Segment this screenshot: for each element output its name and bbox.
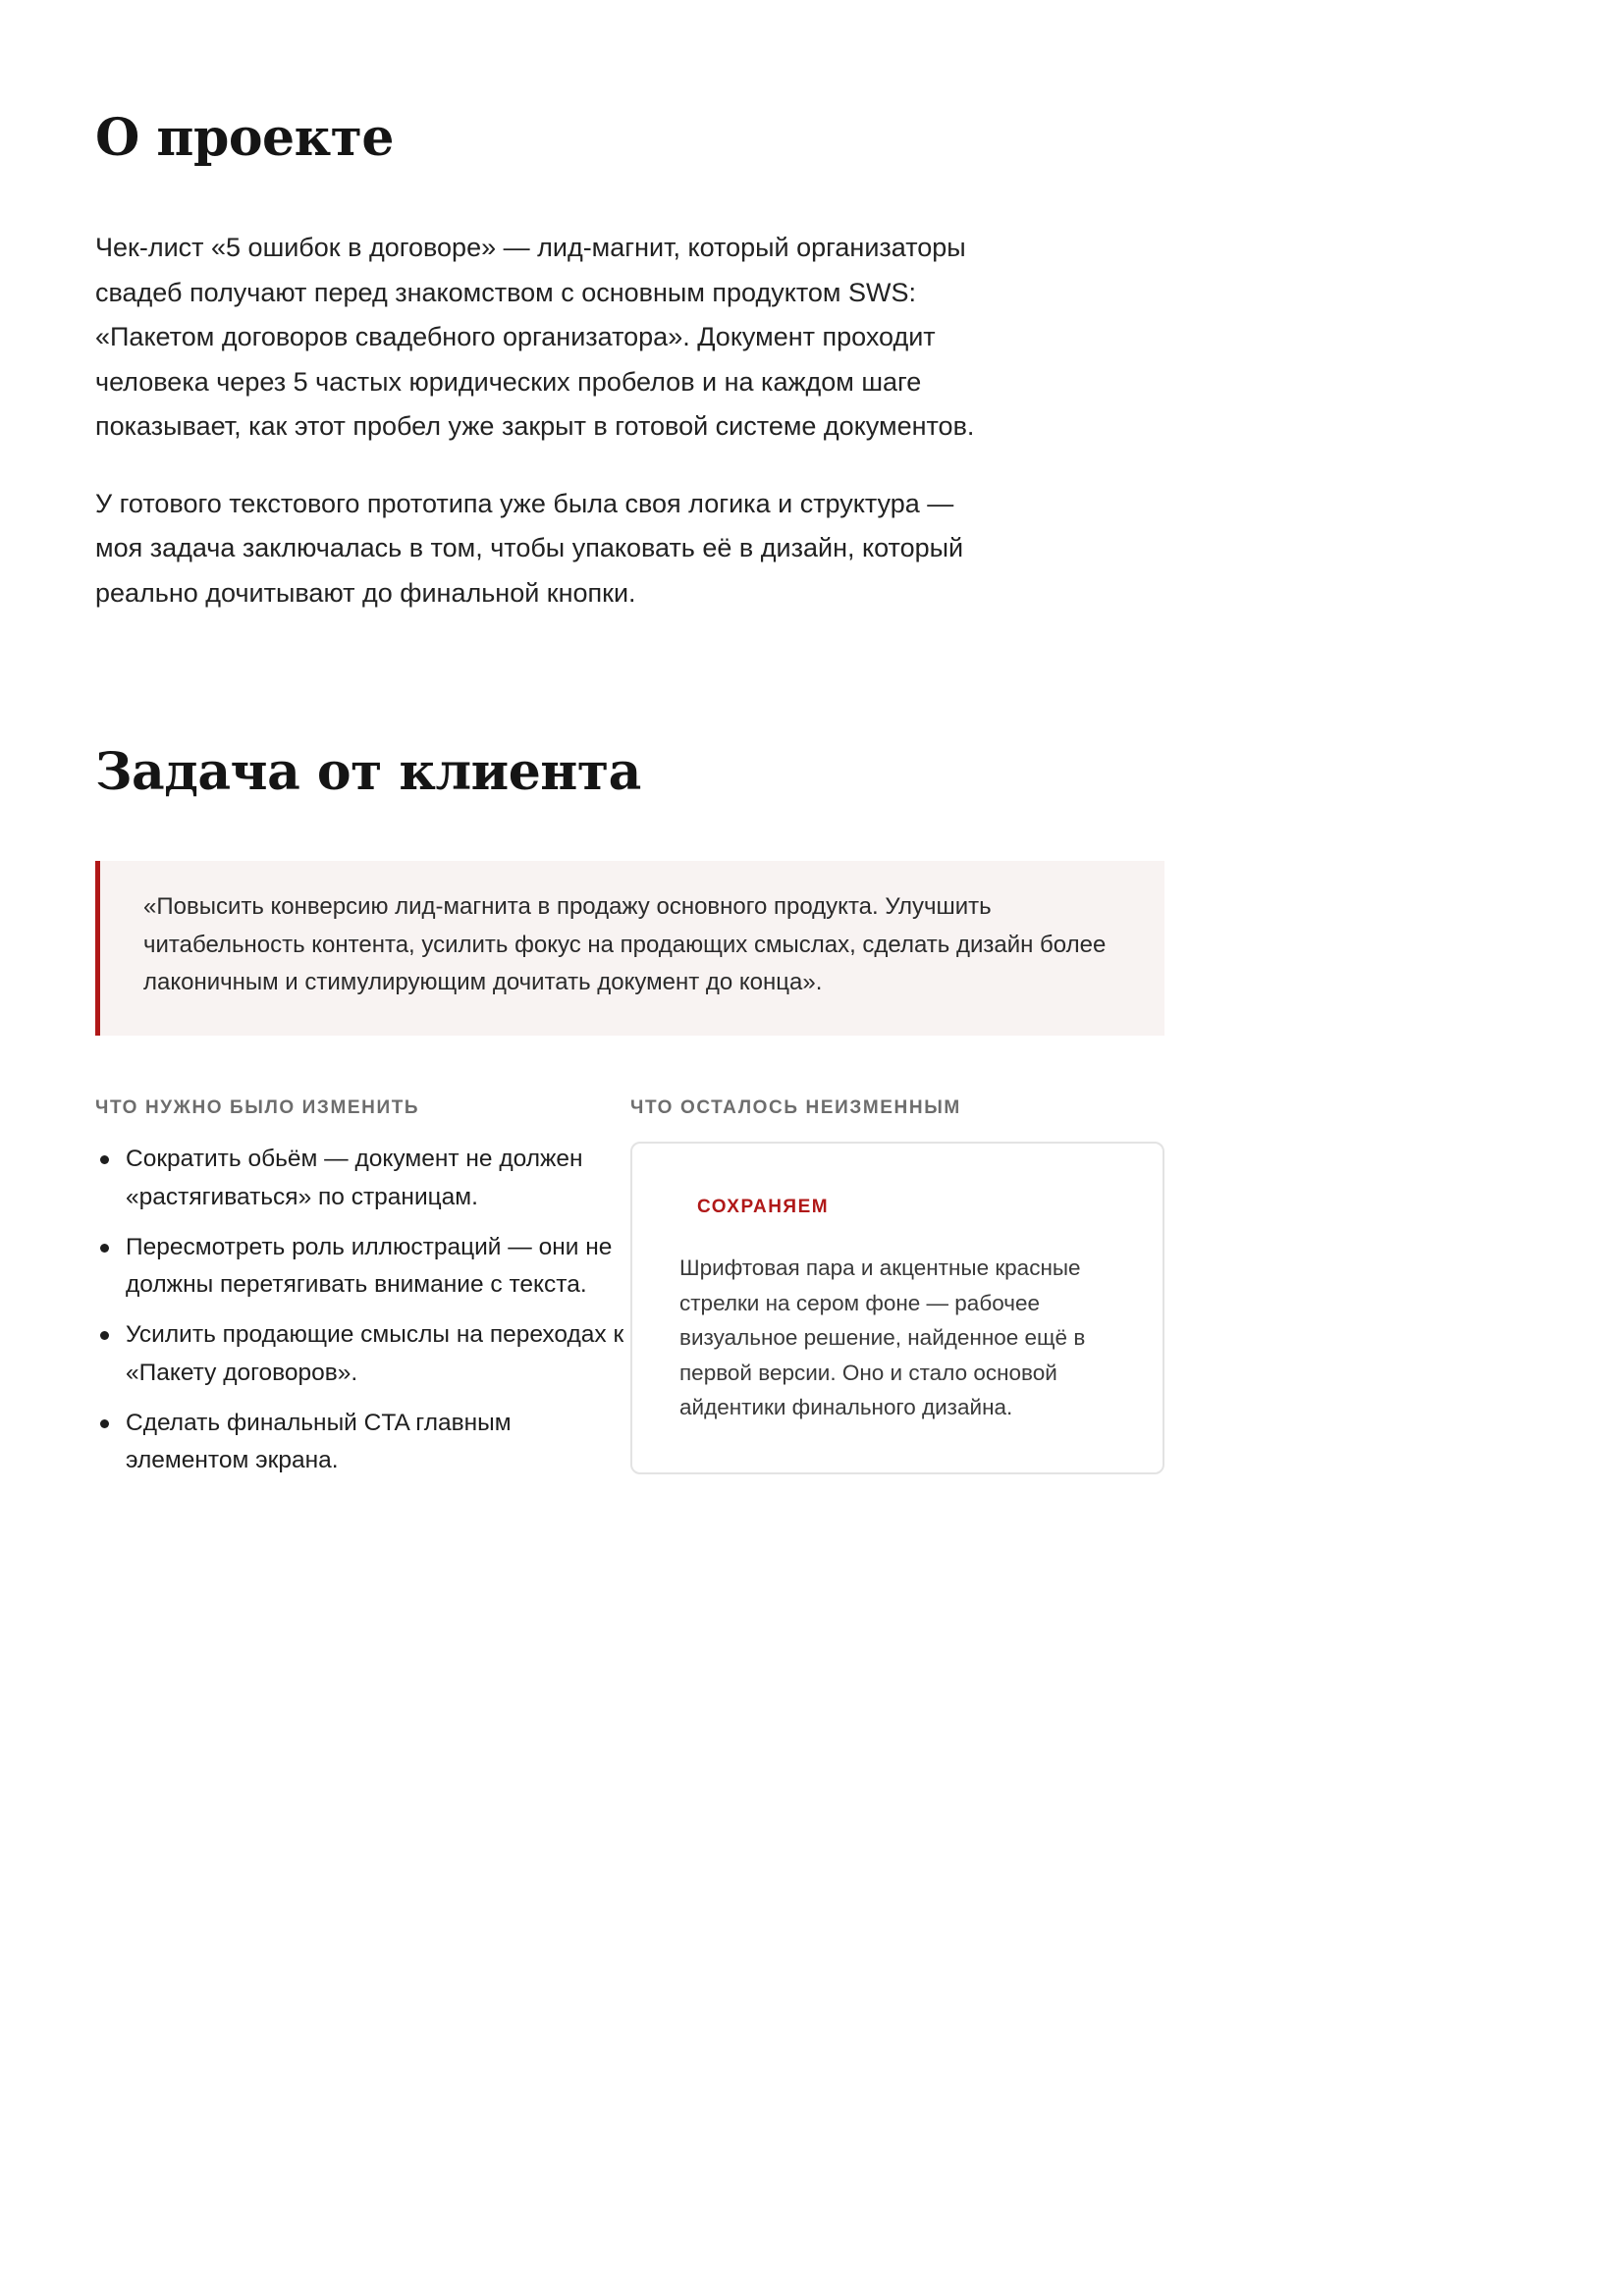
client-quote-block: [95, 861, 1164, 1036]
list-item: [95, 1229, 630, 1305]
changes-label: ЧТО НУЖНО БЫЛО ИЗМЕНИТЬ: [95, 1097, 420, 1118]
about-body: [95, 226, 999, 648]
keep-card-text: Шрифтовая пара и акцентные красные стрелки на сером фоне — рабочее визуальное решение, найденное ещё в первой версии. Оно и стало основой айдентики финального дизайна.: [679, 1255, 1086, 1419]
keep-card: [630, 1142, 1164, 1474]
bullet-icon: [100, 1331, 109, 1340]
about-paragraph: У готового текстового прототипа уже была своя логика и структура — моя задача заключалась в том, чтобы упаковать её в дизайн, который реально дочитывают до финальной кнопки.: [95, 488, 964, 608]
list-item: [95, 1141, 630, 1216]
list-item: [95, 1316, 630, 1392]
bullet-icon: [100, 1244, 109, 1253]
keep-badge: СОХРАНЯЕМ: [697, 1197, 830, 1217]
list-item: [95, 1405, 630, 1480]
bullet-icon: [100, 1155, 109, 1164]
about-heading: О проекте: [95, 108, 394, 168]
task-heading: Задача от клиента: [95, 742, 641, 802]
client-quote-text: «Повысить конверсию лид-магнита в продажу основного продукта. Улучшить читабельность контента, усилить фокус на продающих смыслах, сделать дизайн более лаконичным и стимулирующим дочитать документ до конца».: [143, 893, 1107, 995]
unchanged-label: ЧТО ОСТАЛОСЬ НЕИЗМЕННЫМ: [630, 1097, 961, 1118]
list-item-text: Сократить обьём — документ не должен «растягиваться» по страницам.: [126, 1146, 583, 1210]
about-paragraph: Чек-лист «5 ошибок в договоре» — лид-магнит, который организаторы свадеб получают перед знакомством с основным продуктом SWS: «Пакетом договоров свадебного организатора». Документ проходит человека через 5 частых юридических пробелов и на каждом шаге показывает, как этот пробел уже закрыт в готовой системе документов.: [95, 233, 975, 441]
list-item-text: Пересмотреть роль иллюстраций — они не должны перетягивать внимание с текста.: [126, 1233, 613, 1298]
bullet-icon: [100, 1419, 109, 1428]
list-item-text: Сделать финальный CTA главным элементом экрана.: [126, 1409, 512, 1473]
changes-list: [95, 1141, 630, 1492]
list-item-text: Усилить продающие смыслы на переходах к «Пакету договоров».: [126, 1321, 624, 1386]
